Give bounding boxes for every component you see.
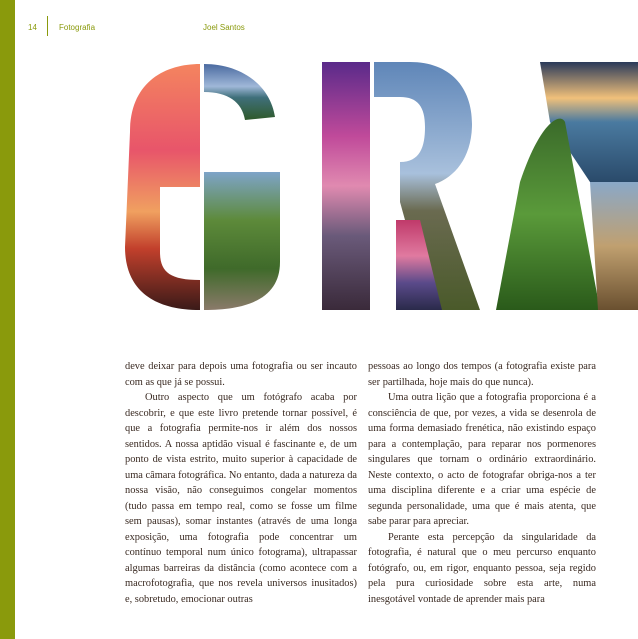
paragraph: deve deixar para depois uma fotografia ou ser incauto com as que já se possui. — [125, 361, 357, 388]
title-letter-g — [120, 62, 280, 310]
header-divider — [47, 16, 48, 36]
paragraph: Outro aspecto que um fotógrafo acaba por descobrir, e que este livro pretende tornar possível, é que a fotografia permite-nos ir além dos nossos sentidos. A nossa aptidão visual é fascinante e, de um ponto de vista estrito, muito superior à capacidade de uma câmara fotográfica. No entanto, dada a natureza da nossa visão, não conseguimos congelar momentos (tudo passa em tempo real, como se fosse um filme sem pausas), somar instantes (através de uma longa exposição, uma fotografia pode concentrar um contínuo temporal num único fotograma), ultrapassar algumas barreiras da distância (como acontece com a macrofotografia, que nos revela universos inusitados) e, sobretudo, emocionar outras — [125, 392, 357, 605]
title-letter-r — [322, 62, 480, 310]
section-name: Fotografia — [59, 23, 96, 32]
paragraph: pessoas ao longo dos tempos (a fotografia existe para ser partilhada, hoje mais do que nunca). — [368, 361, 596, 388]
paragraph: Uma outra lição que a fotografia proporciona é a consciência de que, por vezes, a vida se desenrola de uma forma demasiado frenética, não existindo espaço para a contemplação, para reparar nos pormenores singulares que tornam o ordinário extraordinário. Neste contexto, o acto de fotografar obriga-nos a ter uma disciplina diferente e a criar uma espécie de segunda personalidade, uma que é mais atenta, que sabe parar para apreciar. — [368, 392, 596, 527]
paragraph: Perante esta percepção da singularidade da fotografia, é natural que o meu percurso enquanto fotógrafo, ou, em rigor, enquanto pessoa, seja regido pela pura curiosidade sobre esta arte, numa inesgotável vontade de aprender mais para — [368, 531, 596, 605]
body-column-right — [368, 359, 596, 607]
title-letter-a — [496, 62, 638, 310]
page-number: 14 — [28, 23, 37, 32]
body-column-left — [125, 359, 357, 607]
author-name: Joel Santos — [203, 23, 245, 32]
photo-filled-title — [120, 62, 638, 312]
green-margin-bar — [0, 0, 15, 639]
